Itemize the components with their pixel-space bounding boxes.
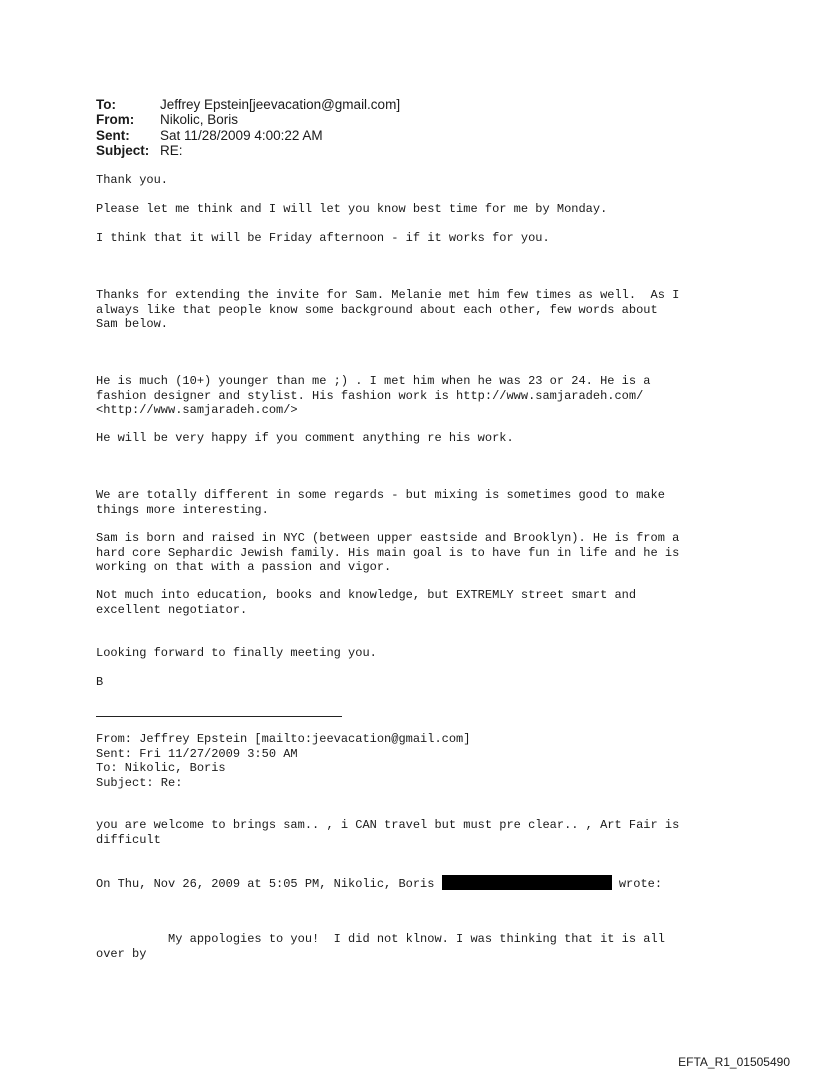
email-header [96, 97, 400, 158]
quoted-reply: you are welcome to brings sam.. , i CAN travel but must pre clear.. , Art Fair is difficult [96, 818, 680, 847]
body-paragraph-3: I think that it will be Friday afternoon - if it works for you. [96, 231, 550, 245]
body-paragraph-10: Looking forward to finally meeting you. [96, 646, 377, 660]
quoted-header: From: Jeffrey Epstein [mailto:jeevacation@gmail.com] Sent: Fri 11/27/2009 3:50 AM To: Nikolic, Boris Subject: Re: [96, 732, 471, 790]
subject-value: RE: [160, 142, 183, 158]
to-row [96, 97, 400, 112]
body-paragraph-7: We are totally different in some regards - but mixing is sometimes good to make things more interesting. [96, 488, 665, 517]
from-row [96, 112, 400, 127]
attribution-text: On Thu, Nov 26, 2009 at 5:05 PM, Nikolic, Boris [96, 877, 442, 891]
document-id: EFTA_R1_01505490 [678, 1055, 790, 1069]
signature: B [96, 675, 104, 689]
sent-label: Sent: [96, 127, 130, 143]
from-label: From: [96, 112, 135, 128]
body-paragraph-9: Not much into education, books and knowledge, but EXTREMLY street smart and excellent negotiator. [96, 588, 637, 617]
from-value: Nikolic, Boris [160, 112, 239, 128]
subject-row [96, 143, 400, 158]
body-paragraph-4: Thanks for extending the invite for Sam. Melanie met him few times as well. As I always like that people know some background about each other, few words about Sam below. [96, 288, 680, 331]
sent-row [96, 128, 400, 143]
subject-label: Subject: [96, 142, 150, 158]
body-paragraph-1: Thank you. [96, 173, 169, 187]
quote-divider [96, 716, 342, 717]
to-value: Jeffrey Epstein[jeevacation@gmail.com] [160, 97, 401, 112]
to-label: To: [96, 97, 116, 112]
body-paragraph-5: He is much (10+) younger than me ;) . I met him when he was 23 or 24. He is a fashion designer and stylist. His fashion work is http://www.samjaradeh.com/ <http://www.samjaradeh.com/> [96, 374, 651, 417]
redaction-bar [442, 875, 612, 890]
attribution-suffix: wrote: [611, 877, 663, 891]
nested-quote: My appologies to you! I did not klnow. I was thinking that it is all over by [96, 932, 665, 961]
body-paragraph-2: Please let me think and I will let you know best time for me by Monday. [96, 202, 608, 216]
quoted-attribution [96, 875, 736, 892]
body-paragraph-8: Sam is born and raised in NYC (between upper eastside and Brooklyn). He is from a hard core Sephardic Jewish family. His main goal is to have fun in life and he is working on that with a passion and vigor. [96, 531, 680, 574]
body-paragraph-6: He will be very happy if you comment anything re his work. [96, 431, 514, 445]
sent-value: Sat 11/28/2009 4:00:22 AM [160, 127, 323, 143]
